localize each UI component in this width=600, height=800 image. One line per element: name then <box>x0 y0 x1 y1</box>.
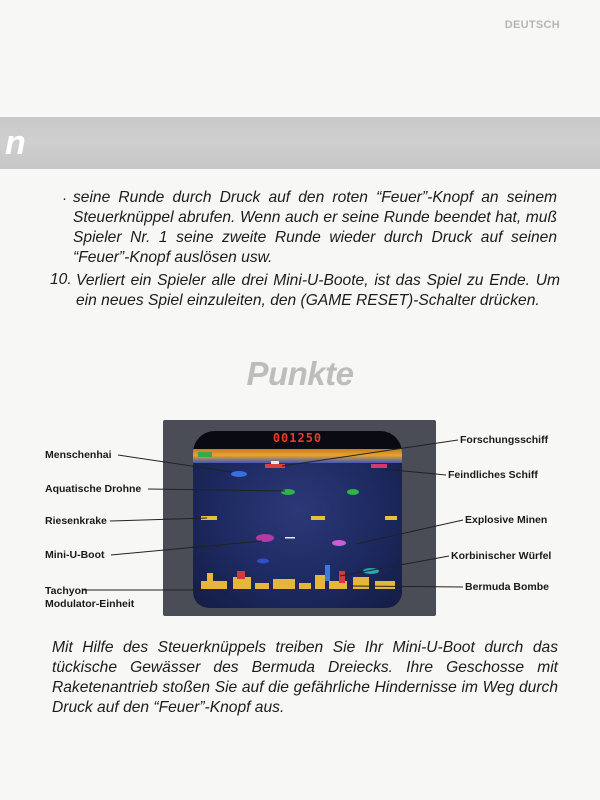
fish-sprite <box>257 559 269 564</box>
bullet-dot: · <box>62 190 67 207</box>
tachyon-unit-sprite <box>237 571 245 579</box>
paragraph-continued: seine Runde durch Druck auf den roten “Feuer”-Knopf an seinem Steuerknüppel abrufen. Wenn auch er seine Runde beendet hat, muß Spieler Nr. 1 seine zweite Runde wieder durch Druck auf seinen “Feuer”-Knopf auslösen usw. <box>73 189 557 266</box>
squid-sprite-2 <box>311 516 325 520</box>
drone-sprite-2 <box>347 489 359 495</box>
label-forschungsschiff: Forschungsschiff <box>460 434 549 446</box>
label-feindliches-schiff: Feindliches Schiff <box>448 469 538 481</box>
closing-paragraph: Mit Hilfe des Steuerknüppels treiben Sie Ihr Mini-U-Boot durch das tückische Gewässer des Bermuda Dreiecks. Ihre Geschosse mit Raketenantrieb stoßen Sie auf die gefährliche Hindernisse im Weg durch Druck auf den “Feuer”-Knopf aus. <box>52 639 558 716</box>
cube-tower-sprite <box>325 565 330 581</box>
label-explosive-minen: Explosive Minen <box>465 514 548 526</box>
score-display: 001250 <box>272 431 323 445</box>
label-modulator-einheit: Modulator-Einheit <box>45 598 135 610</box>
sub-shot <box>285 537 295 539</box>
enemy-ship-sprite <box>371 464 387 468</box>
shark-sprite <box>231 471 247 477</box>
label-menschenhai: Menschenhai <box>45 449 112 461</box>
surface-plant <box>198 452 212 457</box>
game-screen <box>193 431 402 608</box>
sea-floor-structures <box>201 573 395 589</box>
game-sprites <box>193 431 402 608</box>
label-tachyon: Tachyon <box>45 585 88 597</box>
label-bermuda-bombe: Bermuda Bombe <box>465 581 550 593</box>
mini-sub-sprite <box>256 534 274 542</box>
language-label: DEUTSCH <box>504 19 560 31</box>
item-number: 10. <box>50 271 72 288</box>
mine-sprite <box>332 540 346 546</box>
research-ship-deck <box>271 461 279 464</box>
label-aquatische-drohne: Aquatische Drohne <box>45 483 142 495</box>
squid-sprite <box>201 516 217 520</box>
research-ship-sprite <box>265 464 285 468</box>
label-korbinischer-wuerfel: Korbinischer Würfel <box>451 550 552 562</box>
item-10-text: Verliert ein Spieler alle drei Mini-U-Boote, ist das Spiel zu Ende. Um ein neues Spiel einzuleiten, den (GAME RESET)-Schalter drücken. <box>76 272 560 309</box>
section-title: Punkte <box>246 355 354 392</box>
label-riesenkrake: Riesenkrake <box>45 515 107 527</box>
bermuda-bomb-sprite <box>339 571 345 583</box>
squid-sprite-3 <box>385 516 397 520</box>
drone-sprite <box>281 489 295 495</box>
label-mini-u-boot: Mini-U-Boot <box>45 549 105 561</box>
section-band <box>0 117 600 169</box>
cube-sprite <box>363 568 379 574</box>
band-letter: n <box>5 124 26 162</box>
